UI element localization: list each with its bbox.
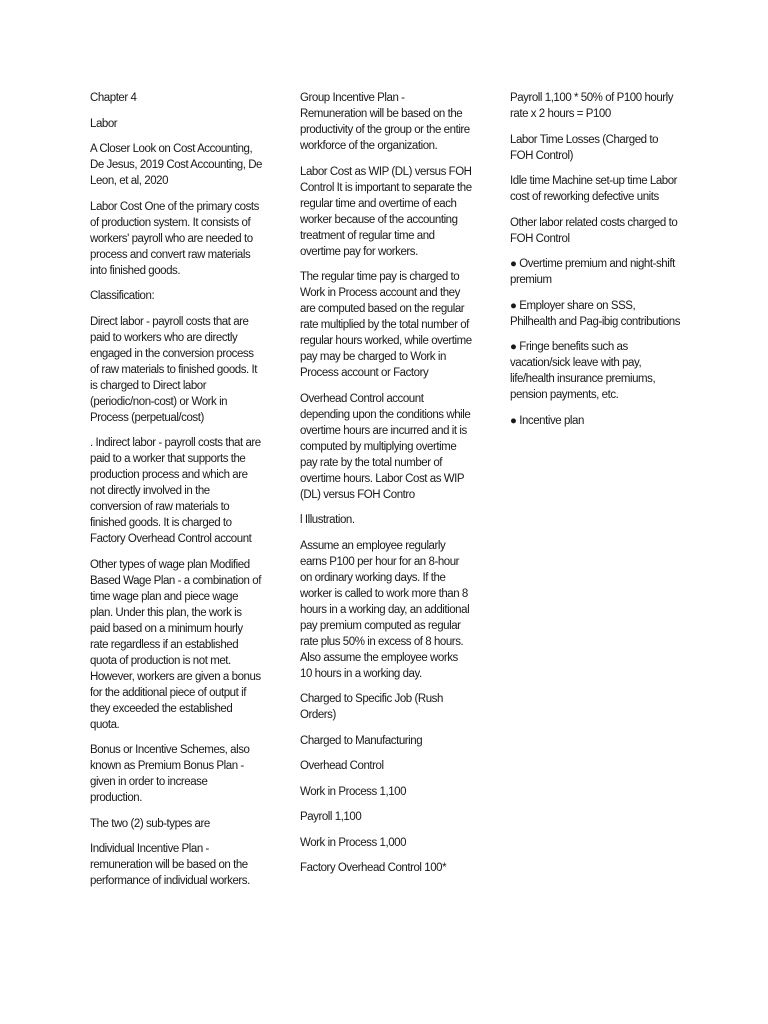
bullet-item: ● Employer share on SSS, Philhealth and Pag-ibig contributions — [510, 299, 681, 328]
column-3 — [510, 90, 682, 438]
paragraph: Payroll 1,100 * 50% of P100 hourly rate x 2 hours = P100 — [510, 92, 674, 120]
paragraph: Charged to Manufacturing — [300, 734, 423, 747]
paragraph: Individual Incentive Plan - remuneration will be based on the performance of individual workers. — [90, 843, 250, 887]
paragraph: Payroll 1,100 — [300, 811, 362, 823]
paragraph: Classification: — [90, 290, 155, 302]
paragraph: Direct labor - payroll costs that are paid to workers who are directly engaged in the conversion process of raw materials to finished goods. It is charged to Direct labor (periodic/non-cost) or Work in Process (perpetual/cost) — [90, 315, 257, 424]
paragraph: Charged to Specific Job (Rush Orders) — [300, 693, 443, 721]
paragraph: A Closer Look on Cost Accounting, De Jesus, 2019 Cost Accounting, De Leon, et al, 2020 — [90, 143, 263, 187]
paragraph: . Indirect labor - payroll costs that are paid to a worker that supports the production process and which are not directly involved in the conversion of raw materials to finished goods. It is charged to Factory Overhead Control account — [90, 437, 261, 545]
paragraph: Work in Process 1,100 — [300, 785, 407, 798]
paragraph: Labor Cost as WIP (DL) versus FOH Control It is important to separate the regular time and overtime of each worker because of the accounting treatment of regular time and overtime pay for workers. — [300, 165, 472, 258]
paragraph: Assume an employee regularly earns P100 per hour for an 8-hour on ordinary working days. If the worker is called to work more than 8 hours in a working day, an additional pay premium computed as regular rate plus 50% in excess of 8 hours. Also assume the employee works 10 hours in a working day. — [300, 539, 470, 680]
paragraph: Labor — [90, 117, 118, 130]
bullet-item: ● Incentive plan — [510, 414, 584, 427]
paragraph: Factory Overhead Control 100* — [300, 862, 447, 874]
paragraph: Group Incentive Plan - Remuneration will be based on the productivity of the group or the entire workforce of the organization. — [300, 92, 470, 152]
bullet-item: ● Fringe benefits such as vacation/sick leave with pay, life/health insurance premiums, pension payments, etc. — [510, 341, 656, 401]
paragraph: Other labor related costs charged to FOH Control — [510, 216, 678, 245]
paragraph: Idle time Machine set-up time Labor cost of reworking defective units — [510, 175, 678, 203]
column-2 — [300, 90, 472, 886]
bullet-item: ● Overtime premium and night-shift premium — [510, 258, 675, 286]
paragraph: l Illustration. — [300, 514, 355, 526]
paragraph: Chapter 4 — [90, 92, 137, 104]
paragraph: Work in Process 1,000 — [300, 836, 407, 849]
paragraph: The regular time pay is charged to Work in Process account and they are computed based on the regular rate multiplied by the total number of regular hours worked, while overtime pay may be charged to Work in Process account or Factory — [300, 271, 472, 379]
paragraph: Other types of wage plan Modified Based Wage Plan - a combination of time wage plan and piece wage plan. Under this plan, the work is paid based on a minimum hourly rate regardless if an established quota of production is not met. However, workers are given a bonus for the additional piece of output if they exceeded the established quota. — [90, 558, 261, 731]
paragraph: Overhead Control account depending upon the conditions while overtime hours are incurred and it is computed by multiplying overtime pay rate by the total number of overtime hours. Labor Cost as WIP (DL) versus FOH Contro — [300, 392, 471, 501]
paragraph: Bonus or Incentive Schemes, also known as Premium Bonus Plan - given in order to increase production. — [90, 744, 250, 804]
paragraph: The two (2) sub-types are — [90, 817, 210, 830]
paragraph: Overhead Control — [300, 760, 384, 772]
column-1 — [90, 90, 262, 899]
paragraph: Labor Time Losses (Charged to FOH Control) — [510, 133, 659, 162]
paragraph: Labor Cost One of the primary costs of production system. It consists of workers' payroll who are needed to process and convert raw materials into finished goods. — [90, 200, 259, 277]
